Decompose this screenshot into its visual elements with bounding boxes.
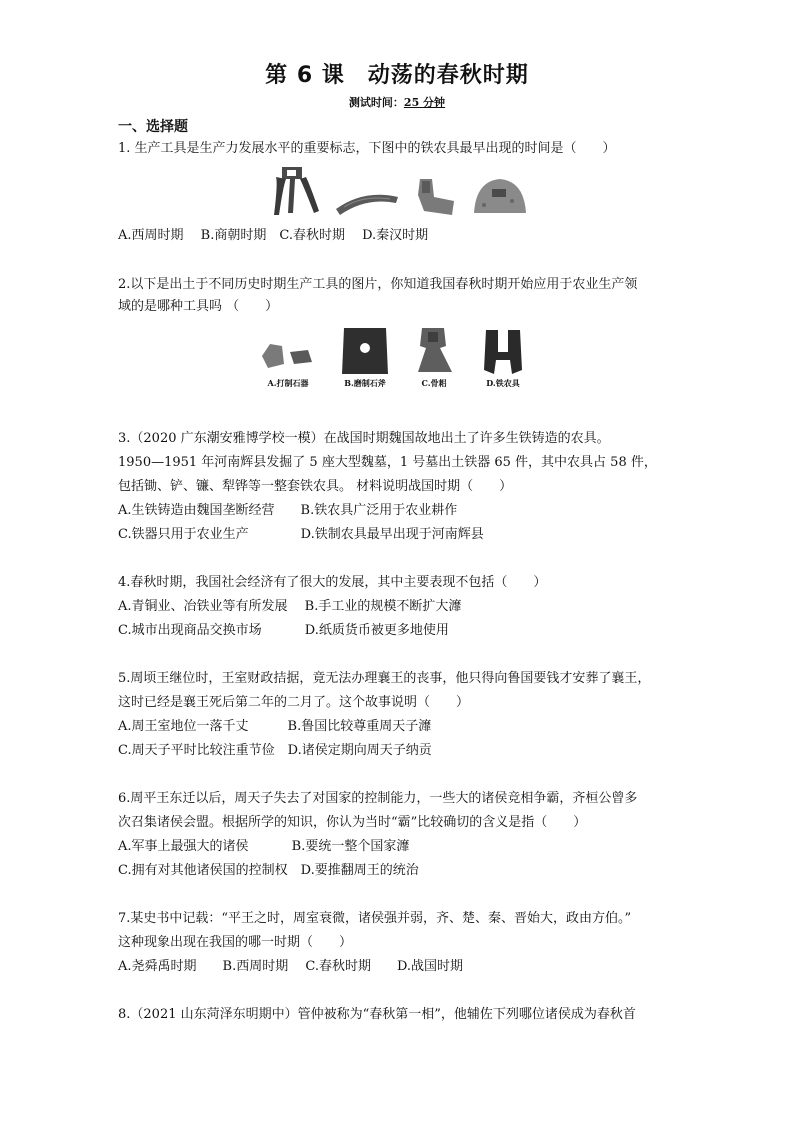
- q3-stem-line3: 包括锄、铲、镰、犁铧等一整套铁农具。 材料说明战国时期（ ）: [118, 479, 513, 494]
- q6-stem-line1: 6.周平王东迁以后，周天子失去了对国家的控制能力，一些大的诸侯竞相争霸，齐桓公曾多: [118, 791, 638, 806]
- iron-farm-tool-image: [478, 326, 528, 376]
- bone-spade-image: [412, 326, 456, 376]
- q6-stem-line2: 次召集诸侯会盟。根据所学的知识，你认为当时“霸”比较确切的含义是指（ ）: [118, 815, 587, 830]
- q6-options-line1: A.军事上最强大的诸侯 B.要统一整个国家灖: [118, 839, 410, 854]
- q7-stem-line2: 这种现象出现在我国的哪一时期（ ）: [118, 935, 353, 950]
- q6-options-line2: C.拥有对其他诸侯国的控制权 D.要推翻周王的统治: [118, 863, 419, 878]
- q5-stem-line2: 这时已经是襄王死后第二年的二月了。这个故事说明（ ）: [118, 695, 470, 710]
- q4-options-line1: A.青铜业、冶铁业等有所发展 B.手工业的规模不断扩大灖: [118, 599, 462, 614]
- q3-stem-line2: 1950—1951 年河南辉县发掘了 5 座大型魏墓，1 号墓出土铁器 65 件，其中农具占 58 件，: [118, 455, 657, 470]
- q7-options: A.尧舜禹时期 B.西周时期 C.春秋时期 D.战国时期: [118, 959, 464, 974]
- test-duration-label: 测试时间：: [348, 96, 404, 109]
- q2-image-a: [258, 332, 318, 389]
- q1-image-strip: [268, 163, 528, 217]
- polished-stone-axe-image: [340, 326, 390, 376]
- page-title: 第 6 课 动荡的春秋时期: [265, 63, 529, 88]
- q8-stem-line1: 8.（2021 山东菏泽东明期中）管仲被称为“春秋第一相”，他辅佐下列哪位诸侯成为春秋首: [118, 1007, 636, 1022]
- iron-fork-image: [268, 163, 320, 217]
- q4-stem: 4.春秋时期，我国社会经济有了很大的发展，其中主要表现不包括（ ）: [118, 575, 547, 590]
- q2-caption-c: C.骨耜: [421, 378, 447, 388]
- q7-stem-line1: 7.某史书中记载：“平王之时，周室衰微，诸侯强并弱，齐、楚、秦、晋始大，政由方伯。”: [118, 911, 632, 926]
- q2-image-b: [340, 326, 390, 389]
- q5-options-line2: C.周天子平时比较注重节俭 D.诸侯定期向周天子纳贡: [118, 743, 432, 758]
- test-duration-value: 25 分钟: [403, 96, 446, 109]
- section-heading: 一、选择题: [118, 119, 188, 135]
- q1-options: A.西周时期 B.商朝时期 C.春秋时期 D.秦汉时期: [118, 228, 429, 243]
- chipped-stone-tool-image: [258, 332, 318, 376]
- test-duration: [0, 94, 794, 110]
- q2-caption-a: A.打制石器: [267, 378, 309, 388]
- iron-sickle-image: [334, 187, 400, 217]
- q3-options-line2: C.铁器只用于农业生产 D.铁制农具最早出现于河南辉县: [118, 527, 484, 542]
- q2-caption-d: D.铁农具: [486, 378, 520, 388]
- q3-stem-line1: 3.（2020 广东潮安雅博学校一模）在战国时期魏国故地出土了许多生铁铸造的农具。: [118, 431, 610, 446]
- q2-image-c: [412, 326, 456, 389]
- q3-options-line1: A.生铁铸造由魏国垄断经营 B.铁农具广泛用于农业耕作: [118, 503, 458, 518]
- q2-image-d: [478, 326, 528, 389]
- iron-hoe-image: [414, 175, 458, 217]
- q2-stem-line1: 2.以下是出土于不同历史时期生产工具的图片，你知道我国春秋时期开始应用于农业生产领: [118, 277, 638, 292]
- q2-caption-b: B.磨制石斧: [344, 378, 386, 388]
- q5-stem-line1: 5.周顷王继位时，王室财政拮据，竟无法办理襄王的丧事，他只得向鲁国要钱才安葬了襄王，: [118, 671, 651, 686]
- q2-stem-line2: 域的是哪种工具吗 （ ）: [118, 299, 279, 314]
- q2-image-strip: [258, 326, 528, 389]
- q1-stem: 1. 生产工具是生产力发展水平的重要标志，下图中的铁农具最早出现的时间是（ ）: [118, 141, 616, 156]
- q4-options-line2: C.城市出现商品交换市场 D.纸质货币被更多地使用: [118, 623, 449, 638]
- iron-spade-image: [472, 177, 528, 217]
- q5-options-line1: A.周王室地位一落千丈 B.鲁国比较尊重周天子灖: [118, 719, 432, 734]
